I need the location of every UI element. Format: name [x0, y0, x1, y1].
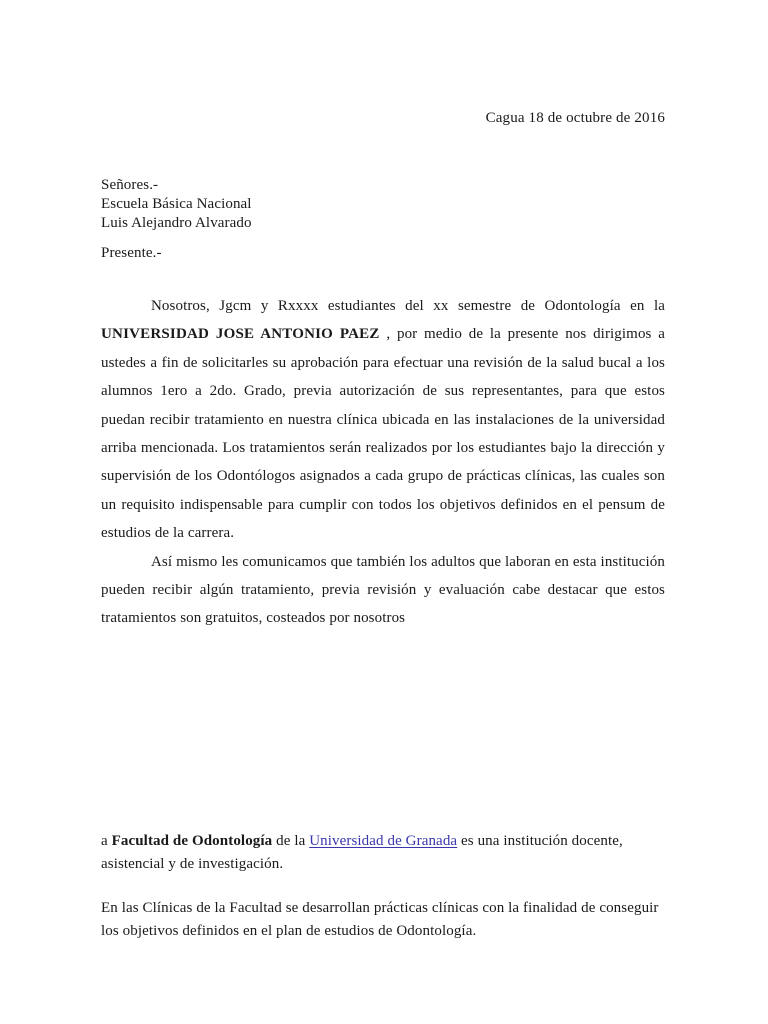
addressee-salutation: Señores.-	[101, 177, 159, 193]
body-p2-text: Así mismo les comunicamos que también los adultos que laboran en esta institución pueden recibir algún tratamiento, previa revisión y evaluación cabe destacar que estos tratamientos son gratuitos, costeados por nosotros	[101, 553, 665, 627]
date-line: Cagua 18 de octubre de 2016	[485, 110, 665, 126]
footer-p1-run-2: de la	[272, 833, 310, 849]
letter-body	[101, 292, 665, 633]
footer-p2-text: En las Clínicas de la Facultad se desarrollan prácticas clínicas con la finalidad de conseguir los objetivos definidos en el plan de estudios de Odontología.	[101, 900, 659, 939]
university-name: UNIVERSIDAD JOSE ANTONIO PAEZ	[101, 326, 380, 343]
footer-paragraph-1	[101, 830, 665, 875]
faculty-name: Facultad de Odontología	[111, 833, 273, 849]
addressee-spacer	[101, 233, 521, 244]
footer-p1-run-3: es una institución docente, asistencial y de investigación.	[101, 833, 623, 872]
body-paragraph-1	[101, 292, 665, 548]
footer-paragraph-gap	[101, 875, 665, 897]
body-p1-run-1: Nosotros, Jgcm y Rxxxx estudiantes del xx semestre de Odontología en la	[151, 298, 665, 314]
footer-body	[101, 830, 665, 942]
addressee-name: Luis Alejandro Alvarado	[101, 215, 252, 231]
universidad-de-granada-link[interactable]: Universidad de Granada	[309, 833, 458, 849]
footer-p1-run-1: a	[101, 833, 112, 849]
body-p1-run-2: , por medio de la presente nos dirigimos a ustedes a fin de solicitarles su aprobación para efectuar una revisión de la salud bucal a los alumnos 1ero a 2do. Grado, previa autorización de sus representantes, para que estos puedan recibir tratamiento en nuestra clínica ubicada en las instalaciones de la universidad arriba mencionada. Los tratamientos serán realizados por los estudiantes bajo la dirección y supervisión de los Odontólogos asignados a cada grupo de prácticas clínicas, las cuales son un requisito indispensable para cumplir con todos los objetivos definidos en el pensum de estudios de la carrera.	[101, 326, 665, 542]
footer-paragraph-2	[101, 897, 665, 942]
addressee-present: Presente.-	[101, 245, 162, 261]
addressee-block	[101, 176, 521, 263]
addressee-organization: Escuela Básica Nacional	[101, 196, 252, 212]
body-paragraph-2	[101, 548, 665, 633]
